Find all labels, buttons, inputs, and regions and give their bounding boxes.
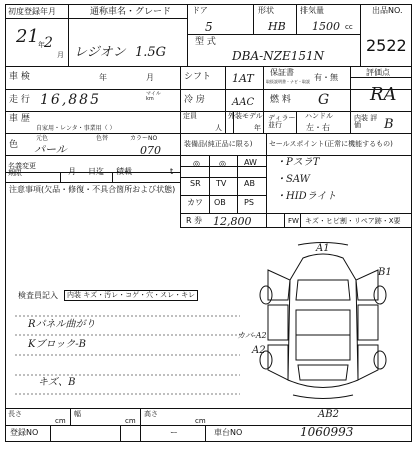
handle-label: ハンドル xyxy=(305,112,333,120)
fw-label: FW xyxy=(288,217,299,225)
inspector-note-3: キズ、B xyxy=(38,377,76,388)
equip-kawa: カワ xyxy=(187,198,203,207)
color-no-value: 070 xyxy=(140,144,161,157)
equip-ob: OB xyxy=(214,198,226,207)
dealer-label: ディラー 並行 xyxy=(268,114,296,129)
sales-point-2: ・SAW xyxy=(276,174,310,185)
mark-a2: A2 xyxy=(252,345,266,356)
equip-ps: PS xyxy=(244,198,254,207)
first-reg-label: 初度登録年月 xyxy=(8,7,56,16)
color-value: パール xyxy=(34,143,67,156)
color-no-label: カラーNO xyxy=(130,135,158,142)
exterior-unit: 年 xyxy=(254,124,261,132)
lot-number: 2522 xyxy=(366,36,407,55)
equip-tv: TV xyxy=(216,179,227,188)
score-value: RA xyxy=(370,84,397,105)
history-sub: 自家用・レンタ・事業用（ ） xyxy=(36,125,116,132)
lot-label: 出品NO. xyxy=(372,6,403,15)
recycle-label: R 券 xyxy=(186,216,203,225)
displacement-value: 1500 xyxy=(312,20,340,33)
model-code-value: DBA-NZE151N xyxy=(232,49,325,63)
fuel-value: G xyxy=(318,92,330,108)
first-reg-month-unit: 月 xyxy=(57,51,64,59)
warranty-value: 有・無 xyxy=(314,73,338,82)
shaken-year-unit: 年 xyxy=(99,73,107,82)
displacement-unit: cc xyxy=(345,23,353,31)
name-label: 通称車名・グレード xyxy=(90,7,172,17)
width-unit: cm xyxy=(125,417,136,425)
mileage-label: 走 行 xyxy=(9,95,30,105)
interior-value: B xyxy=(384,117,394,132)
equip-icon-nav: ◎ xyxy=(193,159,200,168)
footer-dash: ー xyxy=(170,428,178,437)
car-diagram xyxy=(238,240,408,410)
length-unit: cm xyxy=(55,417,66,425)
grade: 1.5G xyxy=(135,45,167,60)
height-unit: cm xyxy=(195,417,206,425)
load-label: 積載 xyxy=(116,167,132,176)
shift-value: 1AT xyxy=(232,72,254,85)
mileage-unit: マイル km xyxy=(146,91,161,102)
model-code-label: 型 式 xyxy=(195,37,216,47)
doors-label: ドア xyxy=(192,6,208,15)
score-label: 評価点 xyxy=(366,68,390,77)
height-label: 高さ xyxy=(144,410,158,418)
equipment-label: 装備品(純正品に限る) xyxy=(184,140,253,148)
remarks-label: 注意事項(欠品・修復・不具合箇所および状態) xyxy=(9,185,176,194)
inspector-tags: 内装 キズ・汚レ・コゲ・穴・スレ・キレ xyxy=(64,290,198,301)
exterior-label: 外装モデル xyxy=(228,112,263,120)
doors-value: 5 xyxy=(205,20,213,34)
mark-a1: A1 xyxy=(316,243,330,254)
original-color-label: 元色 xyxy=(36,135,49,142)
reg-no-label: 登録NO xyxy=(10,428,39,437)
mark-ab2: AB2 xyxy=(318,409,339,420)
capacity-unit: 人 xyxy=(215,124,222,132)
sales-point-1: ・PスラT xyxy=(276,157,320,168)
ac-value: AAC xyxy=(232,97,255,108)
sales-point-3: ・HIDライト xyxy=(276,191,337,202)
equip-sr: SR xyxy=(190,179,201,188)
width-label: 幅 xyxy=(74,410,81,418)
shaken-label: 車 検 xyxy=(9,72,30,82)
handle-value: 左・右 xyxy=(306,123,330,132)
length-label: 長さ xyxy=(8,410,22,418)
chassis-label: 車台NO xyxy=(214,428,243,437)
history-label: 車 歴 xyxy=(9,114,30,124)
ownership-label: 名義変更期限 xyxy=(8,162,36,177)
recycle-value: 12,800 xyxy=(213,215,252,228)
fuel-label: 燃 料 xyxy=(270,95,291,105)
first-reg-month: 2 xyxy=(44,35,53,51)
equip-icon-tv: ◎ xyxy=(219,159,226,168)
warranty-sub: 取扱説明書・ナビ・取説 xyxy=(266,79,310,84)
ownership-month: 月 xyxy=(68,167,76,176)
shaken-month-unit: 月 xyxy=(146,73,154,82)
mileage-value: 16,885 xyxy=(40,92,101,108)
interior-label: 内装 評価 xyxy=(354,114,378,129)
mark-cover-a2: カバ-A2 xyxy=(237,331,267,340)
chassis-value: 1060993 xyxy=(300,425,354,439)
model-name: レジオン xyxy=(74,45,126,60)
ownership-day: 日迄 xyxy=(88,167,104,176)
first-reg-year-unit: 年 xyxy=(38,41,45,49)
equip-ab: AB xyxy=(244,179,255,188)
displacement-label: 排気量 xyxy=(300,6,324,15)
capacity-label: 定員 xyxy=(183,112,197,120)
sales-points-label: セールスポイント(正常に機能するもの) xyxy=(269,140,393,148)
load-unit: t xyxy=(170,167,174,176)
color-change-label: 色替 xyxy=(96,135,109,142)
damage-label: キズ・ヒビ割・リペア跡・X要 xyxy=(305,217,401,225)
equip-aw: AW xyxy=(244,158,257,167)
inspector-note-2: Kブロック-B xyxy=(28,339,86,350)
inspector-note-1: Rパネル曲がり xyxy=(28,319,96,330)
mark-b1: B1 xyxy=(378,267,392,278)
first-reg-year: 21 xyxy=(16,26,39,47)
inspector-label: 検査員記入 xyxy=(18,291,58,300)
ac-label: 冷 房 xyxy=(184,95,205,105)
warranty-label: 保証書 xyxy=(270,68,294,77)
shape-label: 形状 xyxy=(258,6,274,15)
shift-label: シフト xyxy=(184,72,212,82)
color-label: 色 xyxy=(9,140,19,150)
shape-value: HB xyxy=(268,20,286,33)
